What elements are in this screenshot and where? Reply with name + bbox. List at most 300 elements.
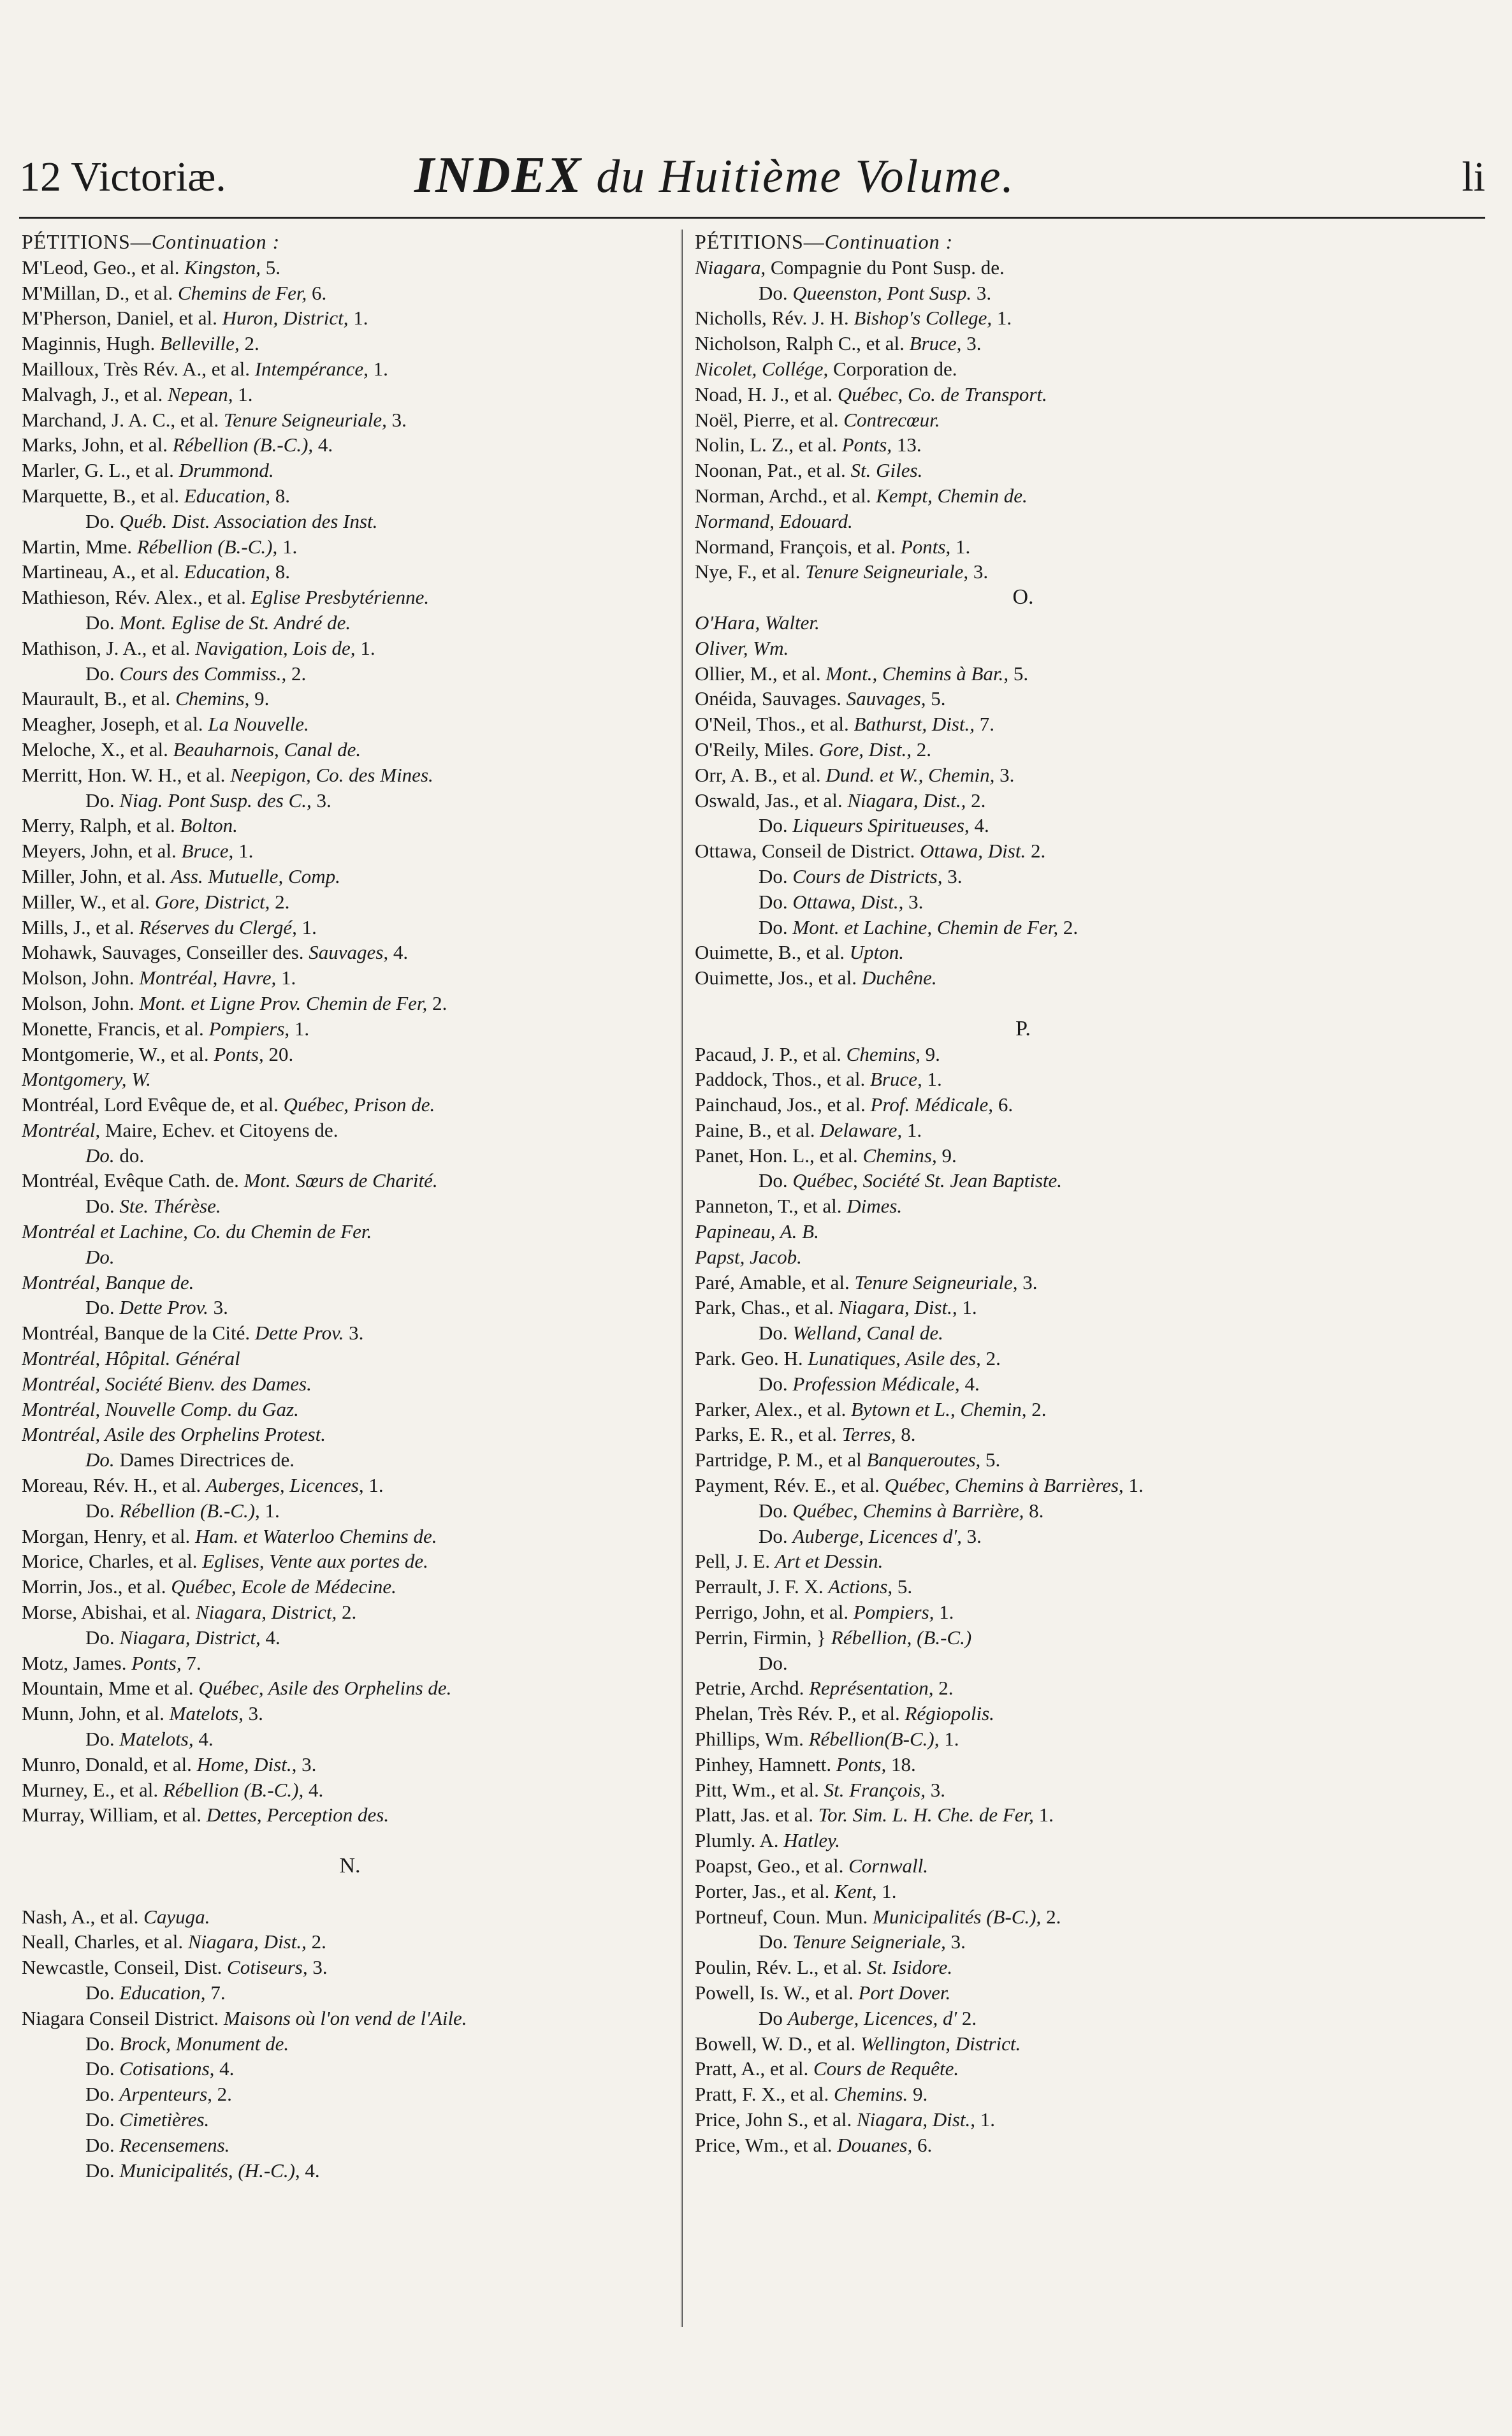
index-entry — [695, 1042, 1351, 1067]
entry-subject: Beauharnois, Canal de. — [173, 738, 361, 761]
entry-subject: Nicolet, Collége, — [695, 357, 829, 380]
entry-subject: Mont. et Ligne Prov. Chemin de Fer, — [139, 991, 428, 1014]
entry-subject: Intempérance, — [254, 357, 368, 380]
entry-petitioner: Nolin, L. Z., et al. — [695, 434, 842, 456]
entry-subject: Cotisations, — [119, 2057, 215, 2080]
entry-reference: Corporation de. — [828, 357, 957, 380]
index-entry — [22, 1549, 678, 1574]
entry-subject: Rébellion(B-C.), — [808, 1728, 940, 1751]
entry-petitioner: Bowell, W. D., et al. — [695, 2032, 861, 2055]
entry-reference: 1. — [957, 1296, 977, 1319]
entry-subject: Chemins, — [862, 1144, 937, 1167]
index-entry — [695, 509, 1351, 534]
entry-reference: 2. — [427, 991, 447, 1014]
entry-petitioner: Mills, J., et al. — [22, 915, 140, 938]
entry-reference: 4. — [193, 1728, 214, 1751]
entry-petitioner: O'Neil, Thos., et al. — [695, 713, 854, 736]
entry-subject: Maisons où l'on vend de l'Aile. — [223, 2006, 467, 2029]
entry-petitioner: Mailloux, Très Rév. A., et al. — [22, 357, 255, 380]
entry-reference: 5. — [892, 1575, 913, 1598]
entry-subject: Auberge, Licences, d' — [787, 2006, 957, 2029]
index-entry — [695, 1549, 1351, 1574]
entry-reference: 20. — [263, 1042, 294, 1065]
index-entry — [22, 1929, 678, 1955]
index-entry — [695, 1473, 1351, 1498]
entry-petitioner: Pinhey, Hamnett. — [695, 1753, 836, 1776]
index-entry — [695, 2133, 1351, 2158]
entry-petitioner: Poulin, Rév. L., et al. — [695, 1956, 868, 1979]
entry-reference: 18. — [886, 1753, 916, 1776]
index-entry — [695, 889, 1351, 915]
entry-subject: Rébellion (B.-C.), — [163, 1778, 304, 1801]
entry-petitioner: Price, Wm., et al. — [695, 2133, 838, 2156]
entry-reference: 1. — [363, 1474, 384, 1497]
entry-petitioner: Merritt, Hon. W. H., et al. — [22, 763, 231, 786]
entry-subject: Tenure Seigneuriale, — [805, 560, 969, 583]
entry-petitioner: Do. — [85, 1195, 120, 1218]
entry-subject: St. François, — [824, 1778, 926, 1801]
entry-petitioner: Do. — [85, 611, 120, 634]
entry-subject: Ass. Mutuelle, Comp. — [170, 864, 340, 887]
blank-line — [22, 1828, 678, 1853]
entry-subject: Montréal et Lachine, Co. du Chemin de Fer. — [22, 1220, 372, 1243]
index-entry — [695, 711, 1351, 737]
entry-petitioner: Nicholson, Ralph C., et al. — [695, 332, 910, 355]
entry-subject: Education, — [119, 1981, 206, 2004]
index-entry — [695, 1067, 1351, 1092]
entry-reference: 3. — [208, 1296, 228, 1319]
index-entry — [695, 636, 1351, 661]
index-entry — [695, 1193, 1351, 1219]
index-entry — [695, 1802, 1351, 1828]
entry-petitioner: Molson, John. — [22, 991, 140, 1014]
entry-subject: Mont., Chemins à Bar., — [825, 662, 1009, 685]
entry-petitioner: Newcastle, Conseil, Dist. — [22, 1956, 228, 1979]
entry-reference: 2. — [306, 1930, 326, 1953]
entry-petitioner: Montréal, Lord Evêque de, et al. — [22, 1093, 284, 1116]
entry-petitioner: Pell, J. E. — [695, 1550, 775, 1573]
entry-reference: 13. — [892, 434, 922, 456]
entry-reference: 1. — [355, 636, 375, 659]
entry-subject: Rébellion (B.-C.), — [172, 434, 314, 456]
entry-subject: Montréal, Banque de. — [22, 1271, 194, 1294]
index-entry — [22, 1193, 678, 1219]
entry-petitioner: Niagara Conseil District. — [22, 2006, 224, 2029]
entry-subject: Nepean, — [168, 383, 233, 405]
entry-petitioner: Porter, Jas., et al. — [695, 1879, 835, 1902]
entry-petitioner: Do. — [85, 2133, 120, 2156]
index-entry — [695, 2056, 1351, 2082]
entry-subject: Bruce, — [181, 840, 234, 863]
entry-subject: Réserves du Clergé, — [139, 915, 297, 938]
entry-petitioner: Pratt, F. X., et al. — [695, 2083, 834, 2106]
entry-reference: 2. — [911, 738, 931, 761]
index-entry — [22, 1600, 678, 1625]
entry-subject: Gore, Dist., — [818, 738, 912, 761]
entry-reference: 1. — [992, 307, 1012, 330]
entry-reference: 2. — [957, 2006, 977, 2029]
index-entry — [22, 711, 678, 737]
index-entry — [695, 1092, 1351, 1118]
entry-reference: 1. — [922, 1068, 942, 1091]
entry-reference: 9. — [249, 687, 270, 710]
entry-petitioner: Meyers, John, et al. — [22, 840, 182, 863]
index-entry — [22, 864, 678, 889]
index-entry — [22, 585, 678, 610]
entry-reference: 3. — [296, 1753, 317, 1776]
entry-subject: Montréal, Société Bienv. des Dames. — [22, 1372, 312, 1395]
header-rule — [19, 217, 1485, 219]
index-entry — [695, 281, 1351, 306]
entry-petitioner: Perrigo, John, et al. — [695, 1601, 854, 1624]
blank-line — [22, 1879, 678, 1904]
entry-reference: 4. — [969, 814, 989, 837]
index-entry — [22, 788, 678, 813]
entry-reference: Dames Directrices de. — [114, 1448, 294, 1471]
entry-subject: Ponts, — [841, 434, 892, 456]
entry-subject: Niagara, — [695, 256, 766, 279]
entry-subject: Chemins de Fer, — [177, 281, 307, 304]
index-entry — [22, 2158, 678, 2184]
entry-subject: Actions, — [828, 1575, 893, 1598]
entry-reference: 1. — [233, 383, 253, 405]
entry-petitioner: Munn, John, et al. — [22, 1702, 170, 1725]
index-entry — [695, 1701, 1351, 1726]
entry-petitioner: Nash, A., et al. — [22, 1905, 144, 1928]
entry-reference: 2. — [239, 332, 259, 355]
entry-subject: Montréal, — [22, 1118, 101, 1141]
entry-subject: Ponts, — [900, 535, 951, 558]
index-entry — [22, 331, 678, 356]
entry-subject: Niagara, Dist., — [838, 1296, 957, 1319]
entry-reference: 5. — [1008, 662, 1029, 685]
entry-subject: Continuation : — [824, 230, 954, 253]
entry-subject: Ponts, — [836, 1753, 887, 1776]
entry-petitioner: Noël, Pierre, et al. — [695, 408, 844, 431]
entry-petitioner: Nicholls, Rév. J. H. — [695, 307, 854, 330]
entry-petitioner: Morse, Abishai, et al. — [22, 1601, 196, 1624]
entry-subject: Dimes. — [847, 1195, 903, 1218]
entry-petitioner: Mathison, J. A., et al. — [22, 636, 196, 659]
entry-petitioner: Perrin, Firmin, } — [695, 1626, 831, 1649]
entry-reference: 1. — [939, 1728, 959, 1751]
entry-reference: 4. — [214, 2057, 235, 2080]
entry-petitioner: Price, John S., et al. — [695, 2108, 857, 2131]
index-entry — [22, 1701, 678, 1726]
entry-petitioner: Mountain, Mme et al. — [22, 1677, 199, 1700]
section-letter — [22, 1853, 678, 1879]
entry-subject: Do. — [85, 1448, 115, 1471]
entry-petitioner: Malvagh, J., et al. — [22, 383, 168, 405]
entry-reference: 1. — [277, 535, 298, 558]
entry-petitioner: Do. — [759, 1169, 793, 1192]
entry-subject: Welland, Canal de. — [792, 1322, 943, 1345]
entry-petitioner: Moreau, Rév. H., et al. — [22, 1474, 206, 1497]
entry-reference: 3. — [386, 408, 407, 431]
entry-petitioner: Miller, John, et al. — [22, 864, 171, 887]
entry-reference: 9. — [908, 2083, 928, 2106]
entry-petitioner: Phillips, Wm. — [695, 1728, 809, 1751]
entry-subject: St. Giles. — [850, 459, 923, 482]
index-entry — [695, 1904, 1351, 1930]
entry-subject: Profession Médicale, — [792, 1372, 960, 1395]
index-entry — [22, 1092, 678, 1118]
entry-reference: 1. — [259, 1499, 280, 1522]
index-entry — [22, 432, 678, 458]
entry-subject: Niagara, District, — [195, 1601, 337, 1624]
entry-reference: 4. — [260, 1626, 280, 1649]
index-entry — [695, 788, 1351, 813]
entry-petitioner: Do. — [759, 864, 793, 887]
index-entry — [22, 636, 678, 661]
entry-subject: Québec, Société St. Jean Baptiste. — [792, 1169, 1063, 1192]
entry-petitioner: Noonan, Pat., et al. — [695, 459, 851, 482]
index-entry — [695, 1853, 1351, 1879]
entry-reference: 1. — [950, 535, 971, 558]
entry-reference: 1. — [296, 915, 317, 938]
entry-petitioner: Monette, Francis, et al. — [22, 1017, 209, 1040]
entry-petitioner: Do. — [85, 509, 120, 532]
index-entry — [22, 1320, 678, 1346]
entry-petitioner: Do. — [759, 1651, 788, 1674]
entry-petitioner: Platt, Jas. et al. — [695, 1804, 818, 1827]
index-entry — [22, 1955, 678, 1980]
entry-reference: 6. — [993, 1093, 1014, 1116]
entry-petitioner: Do. — [759, 890, 793, 913]
section-letter — [695, 1016, 1351, 1042]
index-entry — [22, 382, 678, 407]
index-entry — [695, 305, 1351, 331]
section-heading — [22, 230, 678, 255]
entry-subject: Tenure Seigneriale, — [792, 1930, 946, 1953]
entry-subject: Eglises, Vente aux portes de. — [202, 1550, 428, 1573]
entry-subject: Belleville, — [160, 332, 240, 355]
index-entry — [22, 661, 678, 687]
index-entry — [22, 915, 678, 940]
index-entry — [695, 1295, 1351, 1320]
blank-line — [695, 991, 1351, 1016]
entry-reference: 3. — [307, 1956, 328, 1979]
entry-reference: 2. — [1026, 840, 1046, 863]
entry-subject: Matelots, — [169, 1702, 244, 1725]
entry-reference: 1. — [902, 1118, 922, 1141]
index-entry — [695, 432, 1351, 458]
entry-subject: Oliver, Wm. — [695, 636, 789, 659]
index-entry — [695, 2082, 1351, 2107]
entry-subject: Terres, — [841, 1423, 896, 1446]
entry-subject: Montréal, Nouvelle Comp. du Gaz. — [22, 1397, 299, 1420]
entry-subject: Cours de Requête. — [813, 2057, 959, 2080]
entry-petitioner: Pacaud, J. P., et al. — [695, 1042, 847, 1065]
entry-reference: 1. — [975, 2108, 996, 2131]
index-entry — [695, 737, 1351, 762]
entry-reference: 4. — [300, 2159, 320, 2182]
entry-petitioner: M'Millan, D., et al. — [22, 281, 178, 304]
index-entry — [22, 1016, 678, 1042]
index-entry — [22, 1371, 678, 1397]
entry-subject: Auberges, Licences, — [205, 1474, 364, 1497]
entry-reference: 4. — [959, 1372, 980, 1395]
index-entry — [22, 889, 678, 915]
entry-reference: 2. — [270, 890, 290, 913]
index-entry — [695, 458, 1351, 483]
index-entry — [22, 1118, 678, 1143]
entry-reference: 7. — [181, 1651, 201, 1674]
index-entry — [22, 1651, 678, 1676]
entry-petitioner: Panneton, T., et al. — [695, 1195, 847, 1218]
entry-petitioner: Do. — [759, 1524, 793, 1547]
index-entry — [695, 838, 1351, 864]
entry-petitioner: Do. — [759, 1322, 793, 1345]
index-entry — [22, 356, 678, 382]
entry-subject: Montréal, Havre, — [139, 966, 277, 989]
index-entry — [695, 1828, 1351, 1853]
entry-subject: Liqueurs Spiritueuses, — [792, 814, 970, 837]
entry-reference: 9. — [920, 1042, 940, 1065]
entry-subject: Ottawa, Dist. — [920, 840, 1026, 863]
entry-subject: Régiopolis. — [905, 1702, 994, 1725]
entry-reference: 3. — [903, 890, 924, 913]
entry-petitioner: Ottawa, Conseil de District. — [695, 840, 920, 863]
index-entry — [22, 2133, 678, 2158]
index-entry — [22, 458, 678, 483]
entry-subject: Dettes, Perception des. — [206, 1804, 389, 1827]
entry-subject: Représentation, — [809, 1677, 934, 1700]
entry-petitioner: Poapst, Geo., et al. — [695, 1855, 849, 1877]
entry-subject: Home, Dist., — [196, 1753, 297, 1776]
entry-subject: Sauvages, — [846, 687, 926, 710]
entry-petitioner: Portneuf, Coun. Mun. — [695, 1905, 873, 1928]
index-entry — [22, 407, 678, 433]
entry-subject: La Nouvelle. — [208, 713, 309, 736]
index-entry — [695, 1168, 1351, 1193]
index-entry — [22, 281, 678, 306]
entry-petitioner: Montréal, Banque de la Cité. — [22, 1322, 255, 1345]
header-page-number: li — [1462, 154, 1485, 200]
entry-reference: 1. — [1123, 1474, 1144, 1497]
entry-subject: Cornwall. — [848, 1855, 928, 1877]
header-title-rest: du Huitième Volume. — [596, 150, 1015, 203]
index-entry — [22, 1726, 678, 1752]
entry-subject: Pompiers, — [853, 1601, 934, 1624]
entry-subject: Montréal, Hôpital. Général — [22, 1347, 240, 1370]
entry-petitioner: Do. — [85, 1499, 120, 1522]
index-entry — [695, 686, 1351, 711]
entry-reference: 1. — [1033, 1804, 1054, 1827]
entry-reference: 4. — [303, 1778, 324, 1801]
entry-petitioner: Ouimette, B., et al. — [695, 941, 850, 964]
index-entry — [695, 559, 1351, 585]
section-letter — [695, 585, 1351, 610]
entry-subject: Recensemens. — [119, 2133, 230, 2156]
entry-reference: 6. — [307, 281, 327, 304]
entry-petitioner: Paré, Amable, et al. — [695, 1271, 855, 1294]
entry-petitioner: Payment, Rév. E., et al. — [695, 1474, 885, 1497]
entry-reference: 3. — [961, 332, 982, 355]
entry-reference: 2. — [286, 662, 307, 685]
entry-subject: Québec, Prison de. — [283, 1093, 435, 1116]
index-entry — [695, 1600, 1351, 1625]
entry-subject: Municipalités, (H.-C.), — [119, 2159, 300, 2182]
entry-subject: Montréal, Asile des Orphelins Protest. — [22, 1423, 326, 1446]
entry-petitioner: M'Pherson, Daniel, et al. — [22, 307, 222, 330]
entry-petitioner: Maurault, B., et al. — [22, 687, 176, 710]
entry-petitioner: Maginnis, Hugh. — [22, 332, 160, 355]
entry-petitioner: Perrault, J. F. X. — [695, 1575, 829, 1598]
index-entry — [22, 1447, 678, 1473]
entry-petitioner: Paddock, Thos., et al. — [695, 1068, 870, 1091]
index-entry — [695, 1346, 1351, 1371]
index-entry — [22, 1067, 678, 1092]
entry-subject: Neepigon, Co. des Mines. — [230, 763, 433, 786]
index-entry — [695, 1498, 1351, 1524]
index-entry — [22, 940, 678, 965]
entry-petitioner: Miller, W., et al. — [22, 890, 155, 913]
entry-subject: Niag. Pont Susp. des C., — [119, 789, 312, 812]
index-entry — [695, 1270, 1351, 1295]
entry-petitioner: O'Reily, Miles. — [695, 738, 819, 761]
index-entry — [22, 1270, 678, 1295]
entry-petitioner: Do. — [85, 1981, 120, 2004]
entry-petitioner: Park, Chas., et al. — [695, 1296, 839, 1319]
entry-subject: Contrecœur. — [843, 408, 940, 431]
entry-petitioner: Phelan, Très Rév. P., et al. — [695, 1702, 905, 1725]
entry-petitioner: N. — [339, 1854, 361, 1878]
index-entry — [22, 1042, 678, 1067]
index-entry — [22, 1168, 678, 1193]
entry-subject: Bruce, — [909, 332, 962, 355]
entry-petitioner: Do. — [759, 281, 793, 304]
entry-petitioner: Marler, G. L., et al. — [22, 459, 179, 482]
entry-petitioner: Parker, Alex., et al. — [695, 1397, 851, 1420]
entry-petitioner: Marchand, J. A. C., et al. — [22, 408, 224, 431]
index-entry — [695, 2006, 1351, 2031]
entry-petitioner: Meagher, Joseph, et al. — [22, 713, 208, 736]
index-entry — [695, 1118, 1351, 1143]
right-column — [695, 230, 1351, 2352]
entry-petitioner: Norman, Archd., et al. — [695, 484, 876, 507]
entry-reference: 3. — [994, 763, 1015, 786]
entry-subject: Kent, — [834, 1879, 877, 1902]
entry-petitioner: O. — [1012, 585, 1034, 609]
index-entry — [22, 610, 678, 636]
entry-subject: Eglise Presbytérienne. — [251, 586, 430, 609]
entry-subject: Education, — [184, 560, 270, 583]
entry-reference: 2. — [966, 789, 986, 812]
header-title-index: INDEX — [414, 147, 583, 203]
entry-reference: 5. — [980, 1448, 1001, 1471]
entry-subject: Delaware, — [820, 1118, 903, 1141]
entry-subject: Dund. et W., Chemin, — [825, 763, 995, 786]
entry-petitioner: Oswald, Jas., et al. — [695, 789, 848, 812]
entry-subject: Ste. Thérèse. — [119, 1195, 221, 1218]
entry-petitioner: Motz, James. — [22, 1651, 132, 1674]
entry-subject: Upton. — [849, 941, 905, 964]
index-entry — [695, 1777, 1351, 1803]
entry-subject: Mont. et Lachine, Chemin de Fer, — [792, 915, 1059, 938]
entry-reference: 4. — [313, 434, 333, 456]
entry-subject: Normand, Edouard. — [695, 509, 853, 532]
entry-petitioner: Painchaud, Jos., et al. — [695, 1093, 871, 1116]
index-entry — [22, 559, 678, 585]
index-entry — [695, 1980, 1351, 2006]
entry-subject: Matelots, — [119, 1728, 194, 1751]
entry-petitioner: Ouimette, Jos., et al. — [695, 966, 862, 989]
entry-subject: Cayuga. — [143, 1905, 210, 1928]
entry-reference: 4. — [388, 941, 409, 964]
entry-reference: 1. — [348, 307, 368, 330]
entry-reference: 9. — [936, 1144, 957, 1167]
